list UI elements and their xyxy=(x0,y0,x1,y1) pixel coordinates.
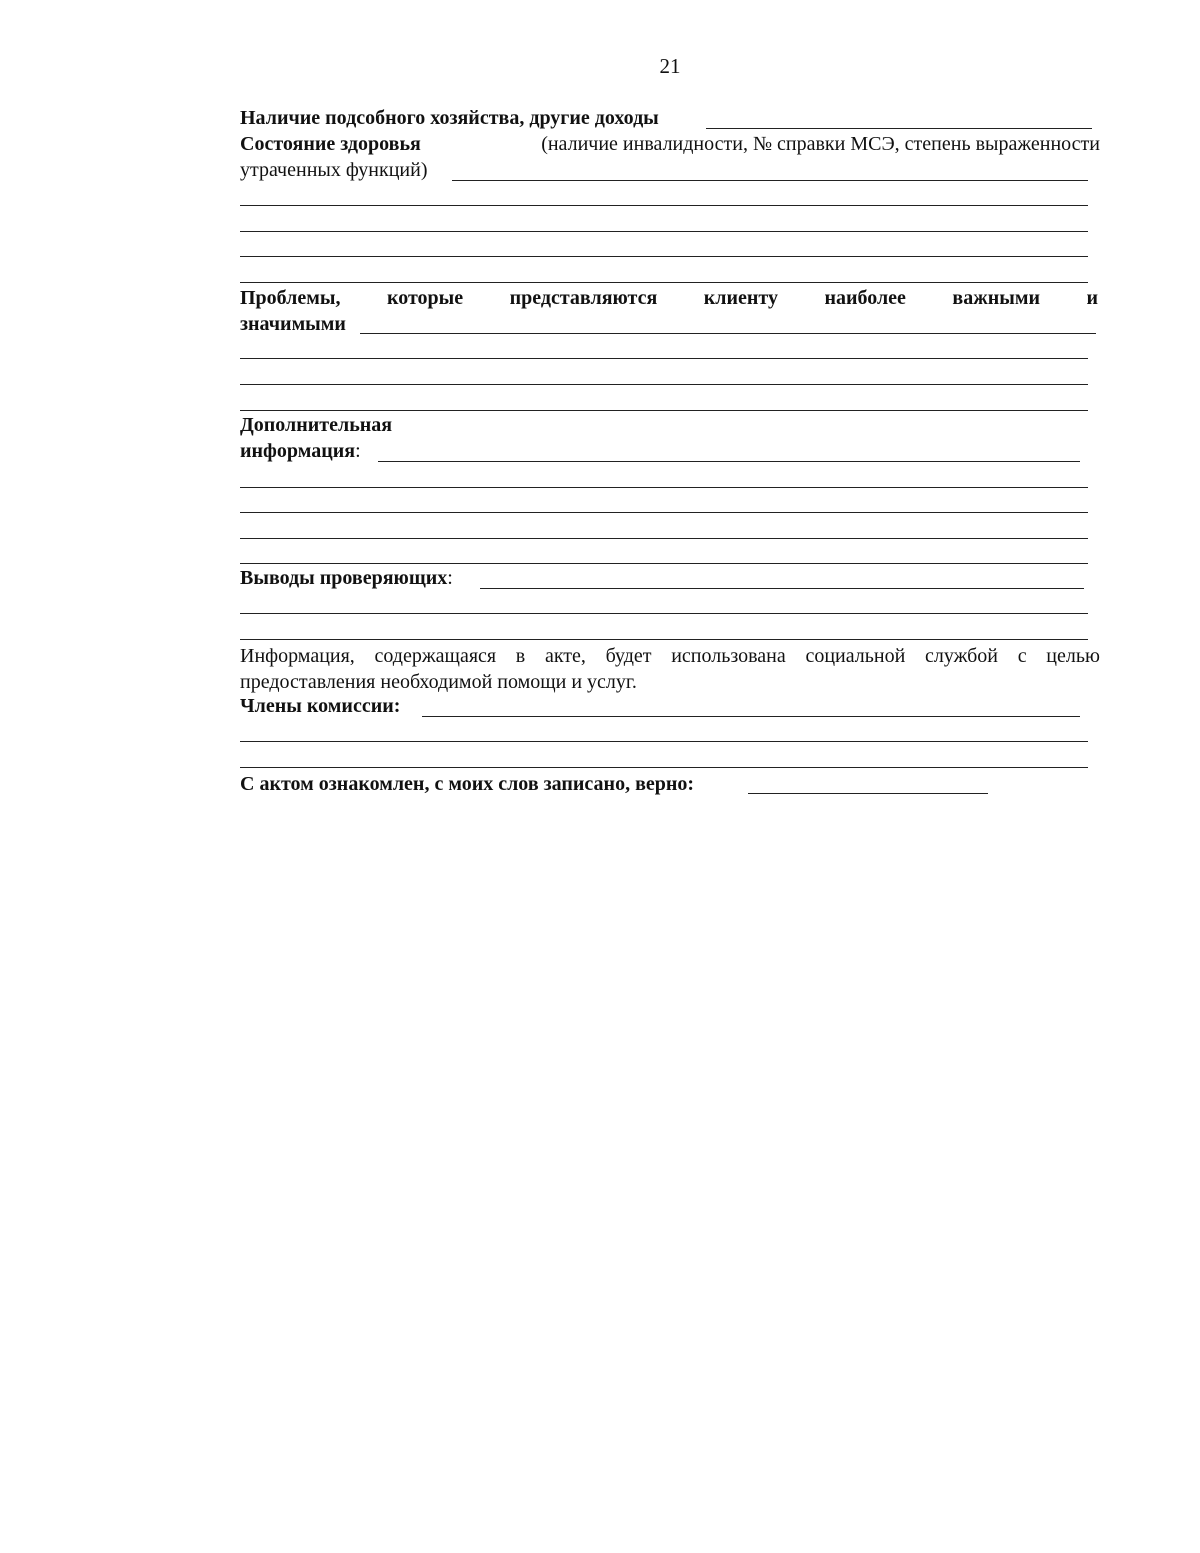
problems-word: и xyxy=(1086,287,1098,309)
problems-word: Проблемы, xyxy=(240,287,341,309)
additional-colon: : xyxy=(355,440,361,462)
problems-fill-line-0[interactable] xyxy=(360,333,1096,334)
commission-fill-line-1[interactable] xyxy=(240,741,1088,742)
page-number: 21 xyxy=(659,54,681,78)
additional-line-1: Дополнительная xyxy=(240,414,393,436)
info-notice-line-1 xyxy=(240,643,1100,669)
additional-fill-line-1[interactable] xyxy=(240,487,1088,488)
health-fill-line-0[interactable] xyxy=(452,180,1088,181)
health-label: Состояние здоровья xyxy=(240,133,421,155)
commission-label: Члены комиссии: xyxy=(240,695,401,717)
conclusions-fill-line-0[interactable] xyxy=(480,588,1084,589)
info-word: содержащаяся xyxy=(374,645,497,667)
info-word: с xyxy=(1017,645,1027,667)
health-line-1 xyxy=(240,131,1100,157)
info-word: социальной xyxy=(805,645,906,667)
conclusions-fill-line-1[interactable] xyxy=(240,613,1088,614)
commission-fill-line-0[interactable] xyxy=(422,716,1080,717)
signature-line[interactable] xyxy=(748,793,988,794)
health-fill-line-3[interactable] xyxy=(240,256,1088,257)
additional-line-2 xyxy=(240,438,361,464)
problems-fill-line-2[interactable] xyxy=(240,384,1088,385)
problems-word: которые xyxy=(386,287,464,309)
conclusions-fill-line-2[interactable] xyxy=(240,639,1088,640)
conclusions-label: Выводы проверяющих xyxy=(240,567,448,589)
conclusions-colon: : xyxy=(447,567,453,589)
problems-fill-line-1[interactable] xyxy=(240,358,1088,359)
info-word: службой xyxy=(924,645,999,667)
household-fill-line[interactable] xyxy=(706,128,1092,129)
problems-word: клиенту xyxy=(703,287,778,309)
problems-word: представляются xyxy=(509,287,658,309)
health-fill-line-1[interactable] xyxy=(240,205,1088,206)
additional-label: информация xyxy=(240,440,356,462)
info-word: Информация, xyxy=(240,645,355,667)
info-word: использована xyxy=(671,645,786,667)
commission-fill-line-2[interactable] xyxy=(240,767,1088,768)
info-word: акте, xyxy=(544,645,586,667)
problems-line-1 xyxy=(240,285,1098,311)
info-word: целью xyxy=(1046,645,1100,667)
info-notice-line-2: предоставления необходимой помощи и услуг. xyxy=(240,671,637,693)
conclusions-line xyxy=(240,565,453,591)
problems-fill-line-3[interactable] xyxy=(240,410,1088,411)
health-note-1: (наличие инвалидности, № справки МСЭ, степень выраженности xyxy=(541,133,1100,155)
info-word: будет xyxy=(605,645,652,667)
acknowledge-label: С актом ознакомлен, с моих слов записано, верно: xyxy=(240,773,695,795)
household-label: Наличие подсобного хозяйства, другие доходы xyxy=(240,107,659,129)
additional-fill-line-3[interactable] xyxy=(240,538,1088,539)
info-word: в xyxy=(515,645,526,667)
additional-fill-line-0[interactable] xyxy=(378,461,1080,462)
problems-line-2: значимыми xyxy=(240,313,346,335)
problems-word: наиболее xyxy=(824,287,906,309)
health-note-2: утраченных функций) xyxy=(240,159,428,181)
problems-word: важными xyxy=(952,287,1040,309)
health-fill-line-4[interactable] xyxy=(240,282,1088,283)
additional-fill-line-4[interactable] xyxy=(240,563,1088,564)
additional-fill-line-2[interactable] xyxy=(240,512,1088,513)
health-fill-line-2[interactable] xyxy=(240,231,1088,232)
